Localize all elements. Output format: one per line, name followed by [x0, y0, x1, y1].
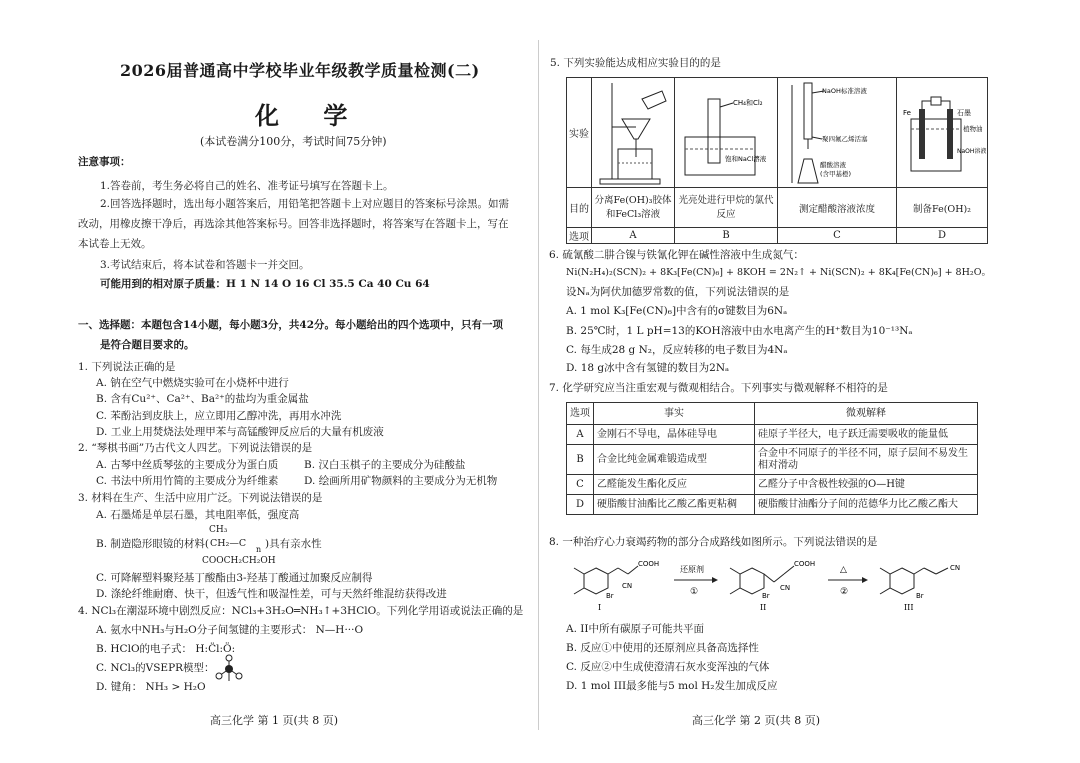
cn-label: CN: [622, 582, 633, 590]
option-a: A: [592, 228, 675, 244]
apparatus-c: [778, 78, 897, 188]
q7-why: 乙醛分子中含极性较强的O—H键: [755, 475, 978, 495]
exam-title: 2026届普通高中学校毕业年级教学质量检测(二): [120, 61, 480, 80]
q1-stem: 1. 下列说法正确的是: [78, 361, 176, 373]
compound-label: II: [760, 603, 767, 612]
q8-option-d: D. 1 mol III最多能与5 mol H₂发生加成反应: [566, 680, 778, 692]
q1-option-a: A. 钠在空气中燃烧实验可在小烧杯中进行: [96, 377, 289, 389]
table-row: [567, 495, 978, 515]
br-label: Br: [916, 592, 924, 600]
compound-i: [574, 560, 659, 600]
compound-label: I: [598, 603, 602, 612]
label-oil: 植物油: [963, 124, 983, 133]
q7-fact: 合金比纯金属难锻造成型: [594, 445, 755, 475]
chlorination-apparatus-icon: [675, 79, 777, 187]
option-d: D: [897, 228, 988, 244]
compound-iii: [880, 564, 960, 600]
subject-title: 化 学: [255, 101, 366, 130]
section-heading: 是符合题目要求的。: [100, 339, 195, 351]
section-heading: 一、选择题：本题包含14小题，每小题3分，共42分。每小题给出的四个选项中，只有一项: [78, 319, 504, 331]
q7-header: 事实: [594, 403, 755, 425]
table-row: [567, 425, 978, 445]
q3-chain: CH₂—C: [210, 538, 247, 549]
electrolysis-apparatus-icon: [897, 79, 987, 187]
q8-stem: 8. 一种治疗心力衰竭药物的部分合成路线如图所示。下列说法错误的是: [549, 536, 878, 548]
attention-line: 改动，用橡皮擦干净后，再选涂其他答案标号。回答非选择题时，将答案写在答题卡上，写在: [78, 218, 509, 230]
filtration-apparatus-icon: [592, 79, 674, 187]
cn-label: CN: [950, 564, 961, 572]
q7-stem: 7. 化学研究应当注重宏观与微观相结合。下列事实与微观解释不相符的是: [549, 382, 888, 394]
q7-header: 微观解释: [755, 403, 978, 425]
step-2: ②: [840, 587, 849, 597]
cooh-label: COOH: [794, 560, 816, 568]
q3-option-b-post: )具有亲水性: [265, 538, 322, 550]
vsepr-model-icon: [212, 654, 246, 684]
page-footer: 高三化学 第 1 页(共 8 页): [210, 714, 339, 727]
purpose-c: 测定醋酸溶液浓度: [778, 188, 897, 228]
label-gas: CH₄和Cl₂: [733, 98, 763, 107]
q2-stem: 2. “琴棋书画”乃古代文人四艺。下列说法错误的是: [78, 442, 313, 454]
compound-label: III: [904, 603, 914, 612]
q1-option-d: D. 工业上用焚烧法处理甲苯与高锰酸钾反应后的大量有机废液: [96, 426, 384, 438]
q7-opt: A: [567, 425, 594, 445]
q3-option-d: D. 涤纶纤维耐磨、快干，但透气性和吸湿性差，可与天然纤维混纺获得改进: [96, 588, 447, 600]
q6-option-d: D. 18 g冰中含有氢键的数目为2Nₐ: [566, 362, 730, 374]
q7-header: 选项: [567, 403, 594, 425]
q7-fact: 乙醛能发生酯化反应: [594, 475, 755, 495]
q4-option-b: B. HClO的电子式： H:C̈l:Ö:: [96, 643, 236, 655]
q1-option-b: B. 含有Cu²⁺、Ca²⁺、Ba²⁺的盐均为重金属盐: [96, 393, 309, 405]
q6-na: 设Nₐ为阿伏加德罗常数的值，下列说法错误的是: [566, 286, 790, 298]
q8-option-b: B. 反应①中使用的还原剂应具备高选择性: [566, 642, 759, 654]
q6-option-a: A. 1 mol K₃[Fe(CN)₆]中含有的σ键数目为6Nₐ: [566, 305, 788, 317]
row-label: 选项: [567, 228, 592, 244]
row-label: 实验: [567, 78, 592, 188]
purpose-b: 光亮处进行甲烷的氯代反应: [675, 188, 778, 228]
q7-opt: D: [567, 495, 594, 515]
attention-line: 本试卷上无效。: [78, 238, 152, 250]
q7-fact: 金刚石不导电，晶体硅导电: [594, 425, 755, 445]
q3-option-b-pre: B. 制造隐形眼镜的材料(: [96, 538, 209, 550]
attention-line: 2.回答选择题时，选出每小题答案后，用铅笔把答题卡上对应题目的答案标号涂黑。如需: [100, 198, 510, 210]
option-c: C: [778, 228, 897, 244]
option-b: B: [675, 228, 778, 244]
q3-n: n: [256, 545, 262, 554]
label-flask-indicator: (含甲基橙): [820, 169, 852, 178]
attention-line: 1.答卷前，考生务必将自己的姓名、准考证号填写在答题卡上。: [100, 180, 394, 192]
purpose-d: 制备Fe(OH)₂: [897, 188, 988, 228]
table-row: [567, 475, 978, 495]
attention-line: 3.考试结束后，将本试卷和答题卡一并交回。: [100, 259, 310, 271]
label-graphite: 石墨: [957, 108, 971, 117]
label-flask: 醋酸溶液: [820, 160, 846, 169]
purpose-a: 分离Fe(OH)₃胶体和FeCl₃溶液: [592, 188, 675, 228]
q5-stem: 5. 下列实验能达成相应实验目的的是: [550, 57, 721, 69]
q7-why: 硬脂酸甘油酯分子间的范德华力比乙酸乙酯大: [755, 495, 978, 515]
apparatus-a: [592, 78, 675, 188]
reagent-2: △: [840, 565, 847, 575]
apparatus-d: [897, 78, 988, 188]
label-naoh: NaOH溶液: [957, 147, 987, 155]
q3-ch3: CH₃: [209, 525, 228, 535]
q7-table: [566, 402, 978, 515]
q2-option-d: D. 绘画所用矿物颜料的主要成分为无机物: [304, 475, 498, 487]
q6-stem: 6. 硫氰酸二肼合镍与铁氰化钾在碱性溶液中生成氮气：: [549, 249, 804, 261]
apparatus-b: [675, 78, 778, 188]
q7-opt: B: [567, 445, 594, 475]
compound-ii: [730, 560, 815, 600]
atomic-mass: 可能用到的相对原子质量：H 1 N 14 O 16 Cl 35.5 Ca 40 Cu 64: [100, 278, 430, 290]
q3-ester: COOCH₂CH₂OH: [202, 556, 276, 566]
exam-note: (本试卷满分100分，考试时间75分钟): [200, 135, 387, 148]
attention-heading: 注意事项：: [78, 156, 131, 168]
q1-option-c: C. 苯酚沾到皮肤上，应立即用乙醇冲洗，再用水冲洗: [96, 410, 342, 422]
page-footer: 高三化学 第 2 页(共 8 页): [692, 714, 821, 727]
q2-option-b: B. 汉白玉棋子的主要成分为硅酸盐: [304, 459, 466, 471]
table-row: [567, 445, 978, 475]
q2-option-c: C. 书法中所用竹简的主要成分为纤维素: [96, 475, 279, 487]
q6-option-b: B. 25℃时，1 L pH=13的KOH溶液中由水电离产生的H⁺数目为10⁻¹³Nₐ: [566, 325, 913, 337]
label-burette: NaOH标准溶液: [822, 86, 867, 95]
titration-apparatus-icon: [778, 79, 896, 187]
q4-stem: 4. NCl₃在潮湿环境中剧烈反应：NCl₃+3H₂O═NH₃↑+3HClO。下列化学用语或说法正确的是: [78, 605, 524, 617]
q3-option-c: C. 可降解塑料聚羟基丁酸酯由3-羟基丁酸通过加聚反应制得: [96, 572, 373, 584]
q5-table: [566, 77, 988, 244]
q8-option-a: A. II中所有碳原子可能共平面: [566, 623, 705, 635]
q3-option-a: A. 石墨烯是单层石墨，其电阻率低，强度高: [96, 509, 300, 521]
q6-equation: Ni(N₂H₄)₂(SCN)₂ + 8K₃[Fe(CN)₆] + 8KOH = 2N₂↑ + Ni(SCN)₂ + 8K₄[Fe(CN)₆] + 8H₂O。: [566, 267, 991, 278]
q7-opt: C: [567, 475, 594, 495]
q7-why: 硅原子半径大，电子跃迁需要吸收的能量低: [755, 425, 978, 445]
q8-synthesis-route: [566, 552, 986, 614]
step-1: ①: [690, 587, 699, 597]
br-label: Br: [606, 592, 614, 600]
q4-option-a: A. 氨水中NH₃与H₂O分子间氢键的主要形式： N—H···O: [96, 624, 364, 636]
br-label: Br: [762, 592, 770, 600]
q8-option-c: C. 反应②中生成使澄清石灰水变浑浊的气体: [566, 661, 770, 673]
cooh-label: COOH: [638, 560, 660, 568]
q4-option-d: D. 键角： NH₃ > H₂O: [96, 681, 206, 693]
q2-option-a: A. 古琴中丝质琴弦的主要成分为蛋白质: [96, 459, 279, 471]
label-solution: 饱和NaCl溶液: [725, 154, 767, 163]
q7-fact: 硬脂酸甘油酯比乙酸乙酯更粘稠: [594, 495, 755, 515]
q3-stem: 3. 材料在生产、生活中应用广泛。下列说法错误的是: [78, 492, 323, 504]
row-label: 目的: [567, 188, 592, 228]
q6-option-c: C. 每生成28 g N₂，反应转移的电子数目为4Nₐ: [566, 344, 788, 356]
q7-why: 合金中不同原子的半径不同，原子层间不易发生相对滑动: [755, 445, 978, 475]
reagent-1: 还原剂: [680, 565, 704, 574]
label-fe: Fe: [903, 108, 911, 117]
q4-option-c: C. NCl₃的VSEPR模型：: [96, 662, 215, 674]
label-stopcock: 聚四氟乙烯活塞: [822, 134, 868, 143]
cn-label: CN: [780, 584, 791, 592]
